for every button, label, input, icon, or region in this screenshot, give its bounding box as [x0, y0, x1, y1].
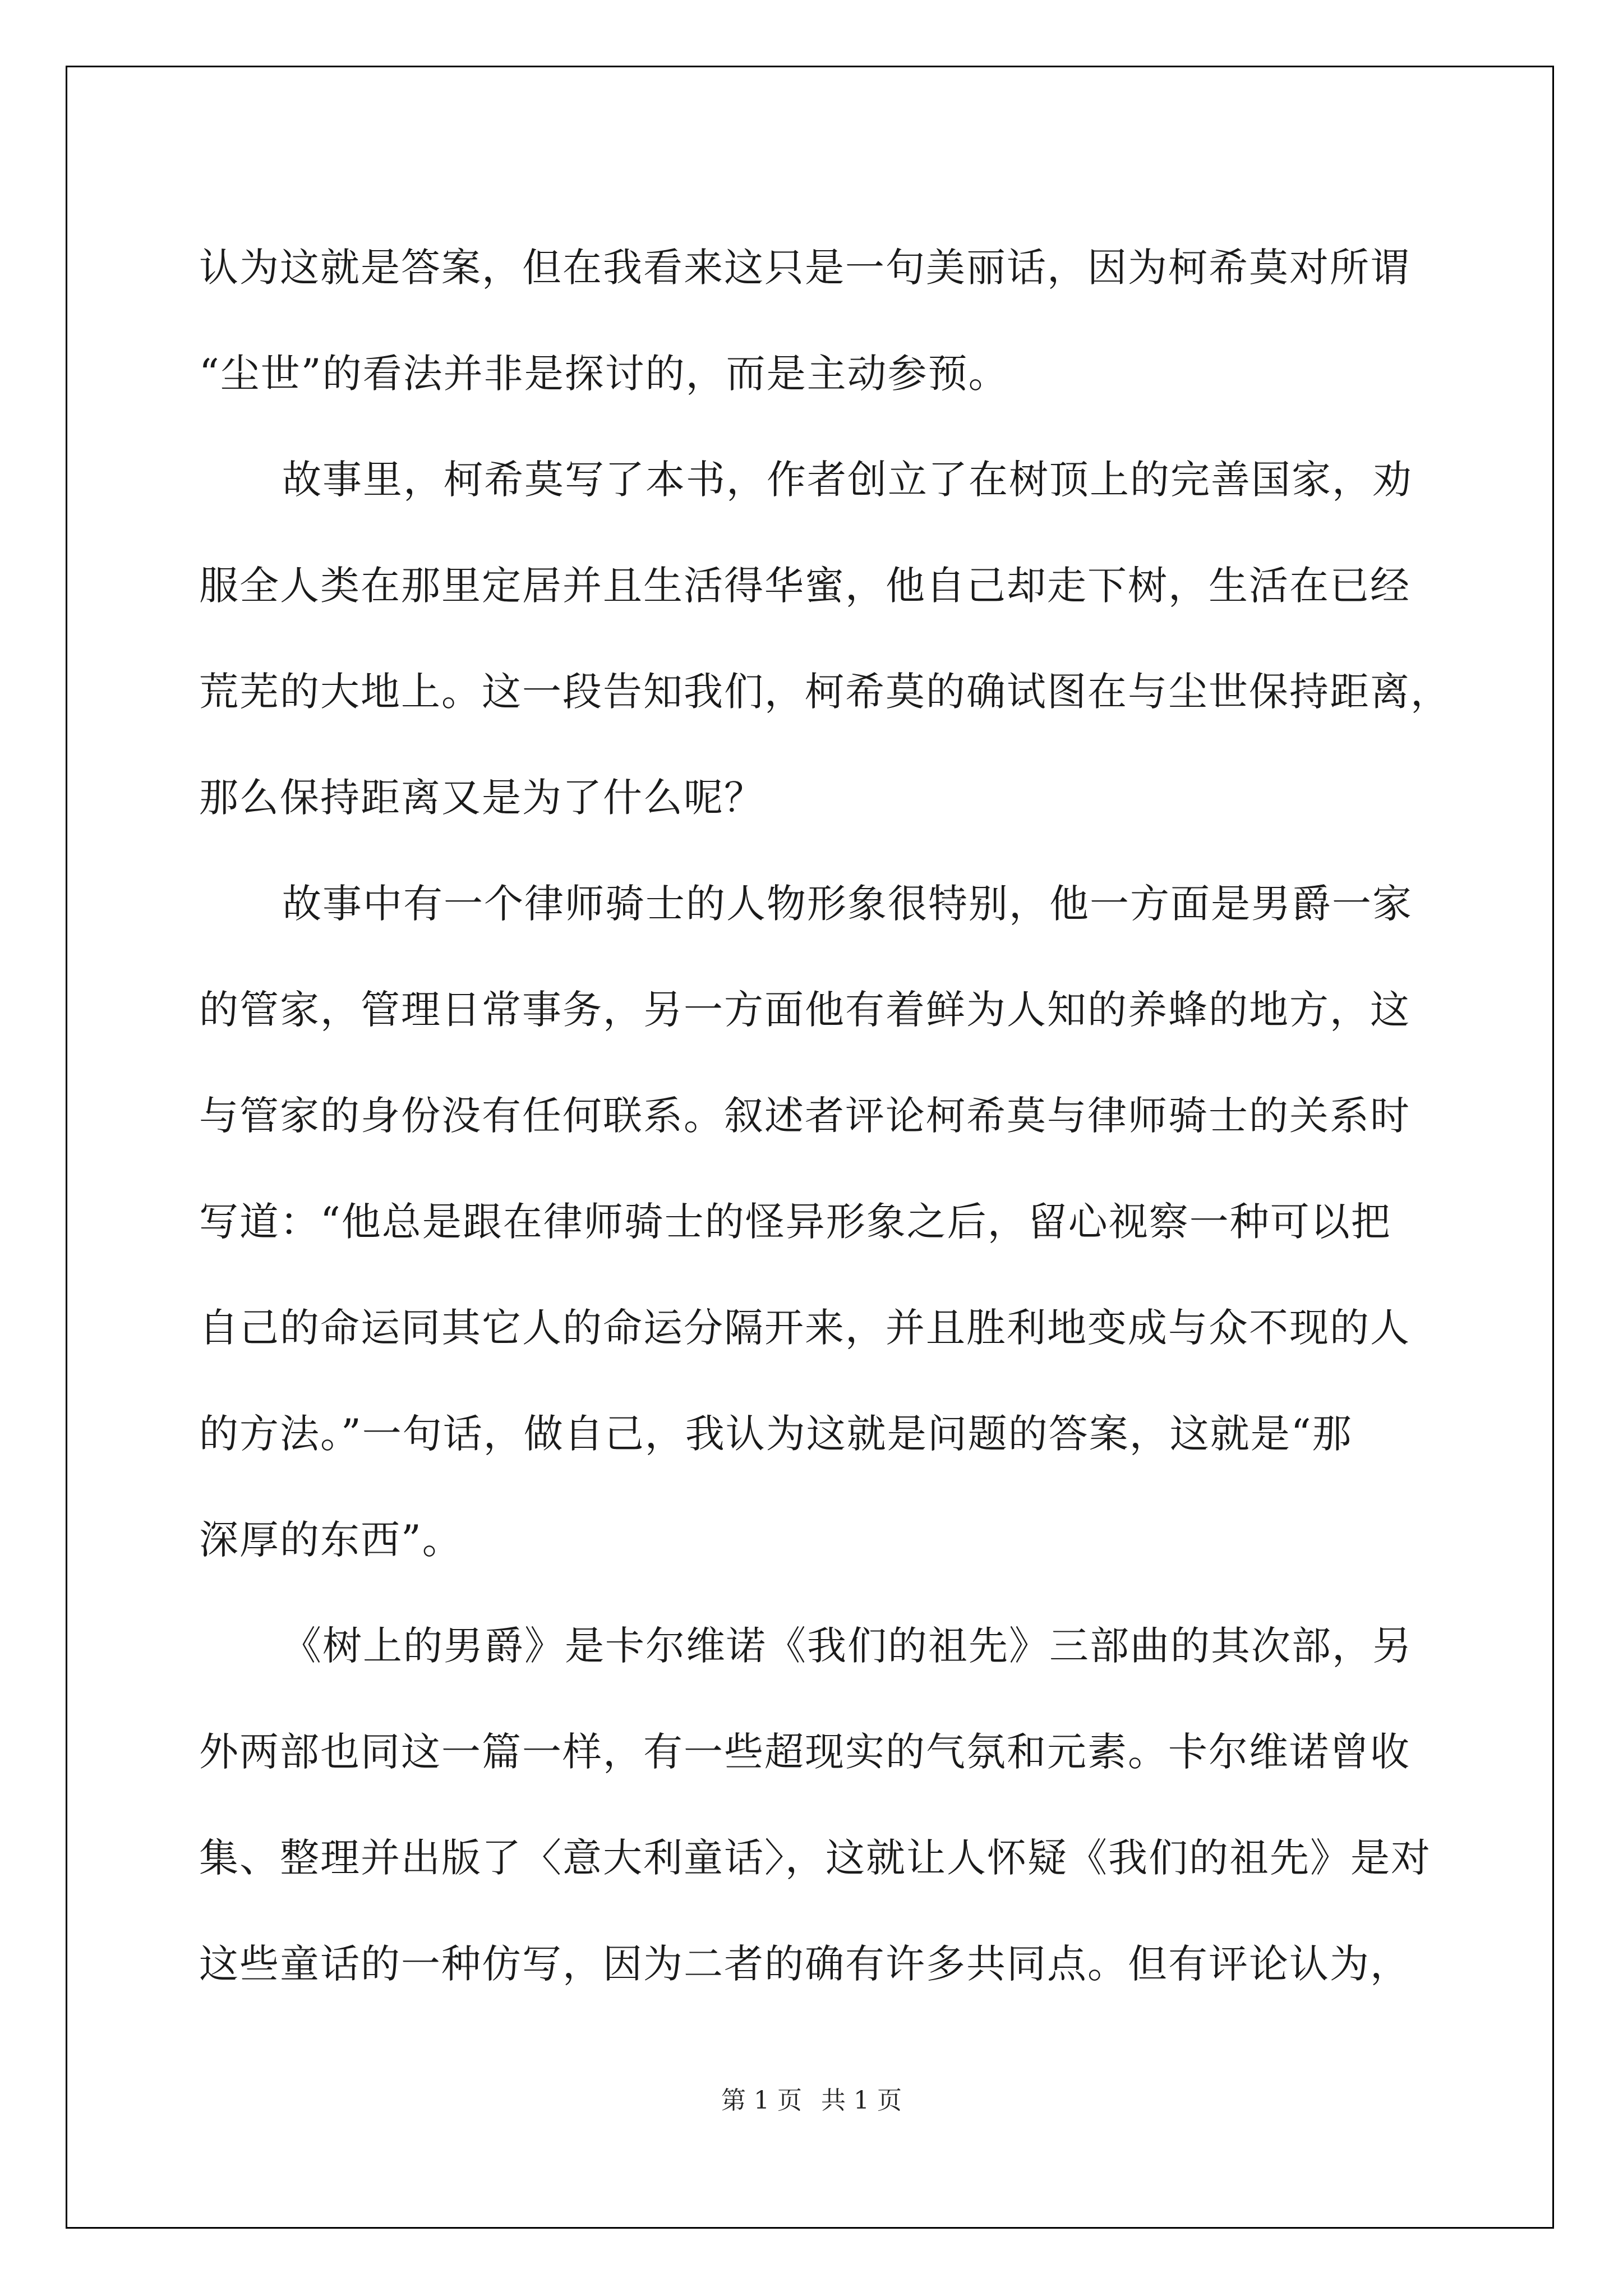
- document-body: [199, 215, 1451, 2017]
- text-line-2: “尘世”的看法并非是探讨的，而是主动参预。: [199, 351, 1009, 397]
- text-line-1: 认为这就是答案，但在我看来这只是一句美丽话，因为柯希莫对所谓: [199, 245, 1410, 291]
- text-line-15: 外两部也同这一篇一样，有一些超现实的气氛和元素。卡尔维诺曾收: [199, 1729, 1410, 1775]
- text-line-14: 《树上的男爵》是卡尔维诺《我们的祖先》三部曲的其次部，另: [282, 1623, 1413, 1669]
- text-line-16: 集、整理并出版了〈意大利童话〉，这就让人怀疑《我们的祖先》是对: [199, 1835, 1431, 1881]
- text-line-7: 故事中有一个律师骑士的人物形象很特别，他一方面是男爵一家: [282, 881, 1413, 927]
- page-footer: [0, 2084, 1623, 2118]
- text-line-13: 深厚的东西”。: [199, 1517, 463, 1563]
- text-line-4: 服全人类在那里定居并且生活得华蜜，他自己却走下树，生活在已经: [199, 563, 1410, 609]
- text-line-3: 故事里，柯希莫写了本书，作者创立了在树顶上的完善国家，劝: [282, 457, 1413, 503]
- text-line-6: 那么保持距离又是为了什么呢？: [199, 775, 764, 821]
- text-line-11: 自己的命运同其它人的命运分隔开来，并且胜利地变成与众不现的人: [199, 1305, 1410, 1351]
- text-line-8: 的管家，管理日常事务，另一方面他有着鲜为人知的养蜂的地方，这: [199, 987, 1410, 1033]
- text-line-5: 荒芜的大地上。这一段告知我们，柯希莫的确试图在与尘世保持距离，: [199, 669, 1451, 715]
- page-total: 共 1 页: [821, 2086, 902, 2115]
- text-line-9: 与管家的身份没有任何联系。叙述者评论柯希莫与律师骑士的关系时: [199, 1093, 1410, 1139]
- text-line-17: 这些童话的一种仿写，因为二者的确有许多共同点。但有评论认为，: [199, 1941, 1410, 1987]
- text-line-10: 写道：“他总是跟在律师骑士的怪异形象之后，留心视察一种可以把: [199, 1199, 1391, 1245]
- text-line-12: 的方法。”一句话，做自己，我认为这就是问题的答案，这就是“那: [199, 1411, 1353, 1457]
- page-number: 第 1 页: [721, 2086, 802, 2115]
